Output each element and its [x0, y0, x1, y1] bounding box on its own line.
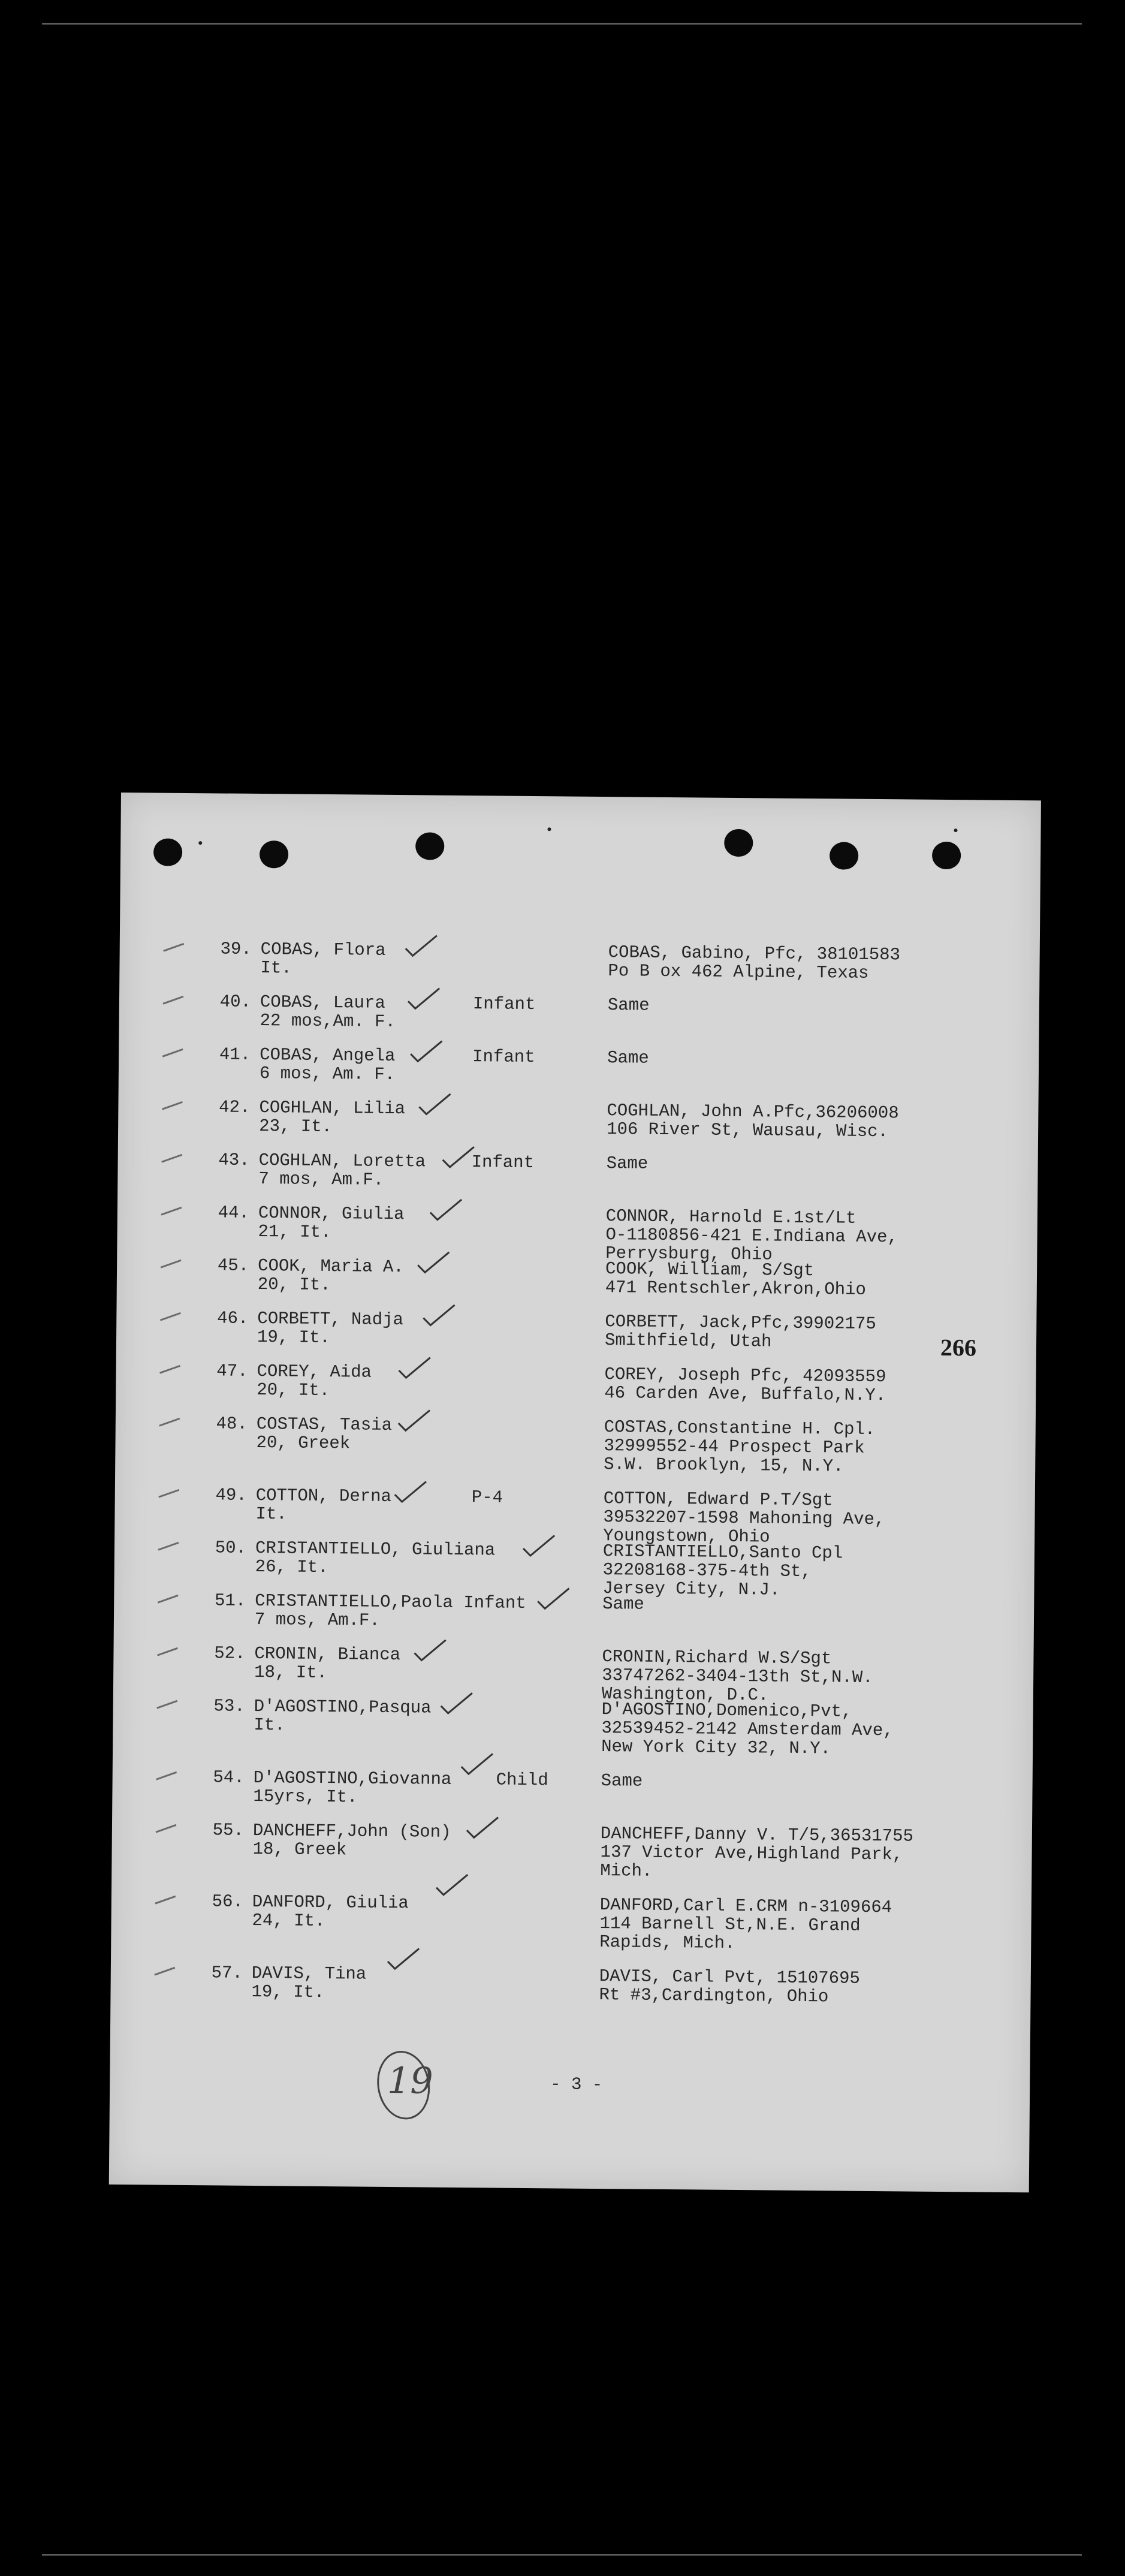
- sponsor-line-1: DANFORD,Carl E.CRM n-3109664: [599, 1895, 892, 1918]
- sponsor-line-3: Mich.: [600, 1861, 653, 1881]
- sponsor-line-1: CONNOR, Harnold E.1st/Lt: [605, 1206, 856, 1228]
- margin-tick-mark: [163, 996, 184, 1005]
- handwritten-number: 19: [387, 2059, 433, 2102]
- checkmark-icon: [413, 1638, 447, 1662]
- checkmark-icon: [522, 1534, 556, 1558]
- margin-tick-mark: [161, 1260, 182, 1269]
- entry-details: 24, It.: [252, 1910, 325, 1932]
- entry-name: COREY, Aida: [257, 1361, 372, 1382]
- sponsor-line-1: CRISTANTIELLO,Santo Cpl: [602, 1541, 843, 1563]
- sponsor-line-2: Po B ox 462 Alpine, Texas: [608, 961, 869, 983]
- punch-hole: [260, 840, 288, 868]
- entry-details: 22 mos,Am. F.: [260, 1011, 396, 1032]
- speck: [954, 828, 957, 832]
- sponsor-line-2: Rt #3,Cardington, Ohio: [599, 1985, 829, 2007]
- list-item: [114, 1590, 1034, 1651]
- margin-tick-mark: [163, 943, 184, 952]
- entry-name: COBAS, Flora: [260, 939, 386, 960]
- entry-details: 26, It.: [255, 1557, 328, 1578]
- margin-tick-mark: [159, 1365, 180, 1374]
- entry-name: CONNOR, Giulia: [258, 1203, 405, 1225]
- entry-details: It.: [260, 958, 292, 978]
- sponsor-line-1: Same: [602, 1594, 644, 1614]
- entry-details: 7 mos, Am.F.: [254, 1609, 380, 1631]
- entry-status: P-4: [471, 1487, 503, 1508]
- entry-number: 49.: [215, 1485, 247, 1505]
- entry-number: 48.: [216, 1414, 248, 1434]
- checkmark-icon: [460, 1752, 494, 1776]
- entry-name: DANFORD, Giulia: [252, 1891, 409, 1914]
- margin-tick-mark: [162, 1049, 183, 1057]
- sponsor-line-2: Smithfield, Utah: [604, 1330, 772, 1352]
- page-stamp-number: 266: [940, 1333, 977, 1361]
- list-item: [110, 1963, 1031, 2023]
- entry-status: Child: [496, 1770, 548, 1791]
- punch-hole: [153, 838, 182, 866]
- list-item: [111, 1820, 1032, 1899]
- sponsor-line-3: Jersey City, N.J.: [602, 1578, 780, 1600]
- list-item: [116, 1255, 1037, 1316]
- list-item: [119, 939, 1040, 999]
- sponsor-line-1: COGHLAN, John A.Pfc,36206008: [607, 1101, 899, 1123]
- sponsor-line-1: COREY, Joseph Pfc, 42093559: [604, 1364, 886, 1387]
- entry-details: It.: [254, 1715, 285, 1736]
- entry-name: CRISTANTIELLO, Giuliana: [255, 1538, 496, 1560]
- scan-border-bottom: [42, 2554, 1082, 2556]
- entries-list: [110, 939, 1040, 2023]
- entry-name: CORBETT, Nadja: [257, 1309, 404, 1330]
- margin-tick-mark: [155, 1896, 176, 1905]
- list-item: [111, 1891, 1031, 1971]
- sponsor-line-3: Washington, D.C.: [601, 1684, 769, 1706]
- entry-name: COBAS, Angela: [260, 1045, 396, 1066]
- entry-number: 51.: [214, 1590, 246, 1611]
- entry-details: 18, It.: [254, 1662, 328, 1683]
- margin-tick-mark: [158, 1542, 179, 1551]
- entry-name: DANCHEFF,John (Son): [252, 1820, 451, 1842]
- entry-number: 56.: [212, 1891, 244, 1912]
- sponsor-line-1: COTTON, Edward P.T/Sgt: [603, 1489, 833, 1511]
- list-item: [117, 1150, 1038, 1210]
- entry-details: 19, It.: [257, 1327, 331, 1348]
- sponsor-line-1: COSTAS,Constantine H. Cpl.: [604, 1417, 876, 1440]
- list-item: [115, 1414, 1036, 1493]
- margin-tick-mark: [161, 1207, 182, 1216]
- sponsor-line-1: DANCHEFF,Danny V. T/5,36531755: [600, 1824, 914, 1846]
- entry-number: 42.: [219, 1097, 251, 1117]
- punch-hole: [932, 842, 961, 869]
- list-item: [114, 1485, 1035, 1545]
- margin-tick-mark: [162, 1101, 183, 1110]
- document-page: [109, 793, 1041, 2192]
- list-item: [119, 992, 1039, 1052]
- entry-name: CRISTANTIELLO,Paola Infant: [255, 1591, 526, 1613]
- sponsor-line-1: Same: [601, 1771, 643, 1791]
- entry-details: 7 mos, Am.F.: [258, 1169, 384, 1190]
- checkmark-icon: [422, 1303, 456, 1327]
- margin-tick-mark: [161, 1154, 182, 1163]
- margin-tick-mark: [155, 1824, 176, 1833]
- sponsor-line-2: 106 River St, Wausau, Wisc.: [606, 1119, 889, 1142]
- entry-details: 19, It.: [251, 1981, 325, 2003]
- checkmark-icon: [397, 1409, 431, 1433]
- sponsor-line-3: Youngstown, Ohio: [603, 1526, 770, 1547]
- checkmark-icon: [397, 1356, 431, 1380]
- speck: [547, 827, 551, 831]
- list-item: [112, 1767, 1033, 1828]
- entry-status: Infant: [472, 1047, 535, 1068]
- entry-details: 15yrs, It.: [253, 1786, 358, 1807]
- scan-border-top: [42, 23, 1082, 25]
- punch-hole: [830, 842, 858, 869]
- sponsor-line-1: D'AGOSTINO,Domenico,Pvt,: [601, 1700, 852, 1722]
- entry-number: 55.: [212, 1820, 245, 1840]
- list-item: [114, 1538, 1034, 1598]
- entry-name: CRONIN, Bianca: [254, 1643, 401, 1665]
- entry-number: 41.: [219, 1044, 251, 1065]
- sponsor-line-1: DAVIS, Carl Pvt, 15107695: [599, 1966, 861, 1989]
- sponsor-line-2: 137 Victor Ave,Highland Park,: [600, 1842, 903, 1865]
- sponsor-line-1: CRONIN,Richard W.S/Sgt: [602, 1647, 832, 1669]
- checkmark-icon: [435, 1873, 469, 1897]
- sponsor-line-2: 32208168-375-4th St,: [602, 1560, 812, 1582]
- sponsor-line-1: CORBETT, Jack,Pfc,39902175: [605, 1312, 876, 1334]
- entry-name: DAVIS, Tina: [251, 1963, 367, 1984]
- sponsor-line-3: Rapids, Mich.: [599, 1932, 735, 1954]
- sponsor-line-2: 46 Carden Ave, Buffalo,N.Y.: [604, 1383, 886, 1406]
- checkmark-icon: [417, 1251, 450, 1275]
- margin-tick-mark: [159, 1418, 180, 1427]
- list-item: [117, 1203, 1037, 1263]
- sponsor-line-3: S.W. Brooklyn, 15, N.Y.: [604, 1454, 844, 1477]
- checkmark-icon: [429, 1198, 463, 1222]
- checkmark-icon: [442, 1146, 475, 1170]
- checkmark-icon: [409, 1040, 443, 1063]
- sponsor-line-1: COOK, William, S/Sgt: [605, 1259, 815, 1281]
- margin-tick-mark: [158, 1489, 179, 1498]
- checkmark-icon: [418, 1092, 451, 1116]
- list-item: [113, 1643, 1034, 1704]
- entry-number: 57.: [211, 1963, 243, 1983]
- list-item: [119, 1044, 1039, 1105]
- entry-number: 54.: [213, 1767, 245, 1788]
- sponsor-line-3: Perrysburg, Ohio: [605, 1243, 773, 1265]
- sponsor-line-3: New York City 32, N.Y.: [601, 1737, 831, 1759]
- entry-number: 45.: [217, 1255, 249, 1276]
- sponsor-line-2: 33747262-3404-13th St,N.W.: [602, 1665, 873, 1688]
- entry-name: COTTON, Derna: [255, 1486, 392, 1507]
- list-item: [116, 1308, 1037, 1369]
- sponsor-line-1: Same: [606, 1153, 649, 1174]
- sponsor-line-1: COBAS, Gabino, Pfc, 38101583: [608, 942, 901, 965]
- checkmark-icon: [405, 934, 438, 958]
- sponsor-line-2: O-1180856-421 E.Indiana Ave,: [605, 1225, 898, 1248]
- entry-name: D'AGOSTINO,Giovanna: [253, 1767, 452, 1789]
- list-item: [116, 1361, 1036, 1421]
- margin-tick-mark: [160, 1312, 181, 1321]
- sponsor-line-2: 471 Rentschler,Akron,Ohio: [605, 1278, 867, 1300]
- entry-number: 53.: [213, 1696, 245, 1716]
- entry-status: Infant: [471, 1152, 535, 1173]
- checkmark-icon: [440, 1692, 473, 1716]
- entry-number: 40.: [219, 992, 252, 1012]
- entry-number: 50.: [215, 1538, 247, 1558]
- checkmark-icon: [387, 1947, 420, 1971]
- entry-name: COOK, Maria A.: [257, 1256, 404, 1278]
- entry-status: Infant: [472, 994, 536, 1015]
- checkmark-icon: [394, 1480, 427, 1504]
- entry-number: 52.: [214, 1643, 246, 1664]
- margin-tick-mark: [154, 1967, 175, 1976]
- entry-number: 47.: [216, 1361, 248, 1381]
- page-number: - 3 -: [550, 2074, 603, 2095]
- entry-name: COBAS, Laura: [260, 992, 385, 1013]
- margin-tick-mark: [157, 1647, 178, 1656]
- sponsor-line-1: Same: [607, 995, 650, 1016]
- checkmark-icon: [466, 1816, 499, 1840]
- checkmark-icon: [407, 987, 441, 1011]
- entry-number: 44.: [218, 1203, 250, 1223]
- entry-details: It.: [255, 1504, 287, 1524]
- entry-details: 20, It.: [257, 1380, 330, 1401]
- margin-tick-mark: [158, 1595, 179, 1604]
- list-item: [118, 1097, 1039, 1158]
- entry-details: 20, Greek: [256, 1433, 351, 1454]
- punch-hole: [415, 832, 444, 860]
- sponsor-line-2: 32999552-44 Prospect Park: [604, 1436, 865, 1458]
- entry-name: COSTAS, Tasia: [256, 1414, 393, 1435]
- entry-name: COGHLAN, Loretta: [258, 1150, 426, 1172]
- entry-name: D'AGOSTINO,Pasqua: [254, 1696, 432, 1718]
- speck: [198, 841, 202, 845]
- sponsor-line-1: Same: [607, 1048, 649, 1068]
- entry-details: 23, It.: [259, 1116, 333, 1137]
- sponsor-line-2: 114 Barnell St,N.E. Grand: [599, 1914, 861, 1936]
- entry-number: 39.: [220, 939, 252, 959]
- entry-details: 20, It.: [257, 1275, 331, 1295]
- margin-tick-mark: [156, 1700, 177, 1709]
- entry-number: 43.: [218, 1150, 250, 1170]
- punch-hole: [724, 829, 753, 857]
- entry-name: COGHLAN, Lilia: [259, 1098, 406, 1119]
- entry-details: 6 mos, Am. F.: [259, 1063, 396, 1085]
- entry-number: 46.: [216, 1308, 249, 1328]
- entry-details: 18, Greek: [252, 1839, 347, 1860]
- checkmark-icon: [536, 1587, 570, 1611]
- sponsor-line-2: 32539452-2142 Amsterdam Ave,: [601, 1718, 894, 1741]
- sponsor-line-2: 39532207-1598 Mahoning Ave,: [603, 1507, 885, 1530]
- margin-tick-mark: [156, 1771, 177, 1780]
- list-item: [113, 1696, 1033, 1775]
- entry-details: 21, It.: [258, 1222, 331, 1243]
